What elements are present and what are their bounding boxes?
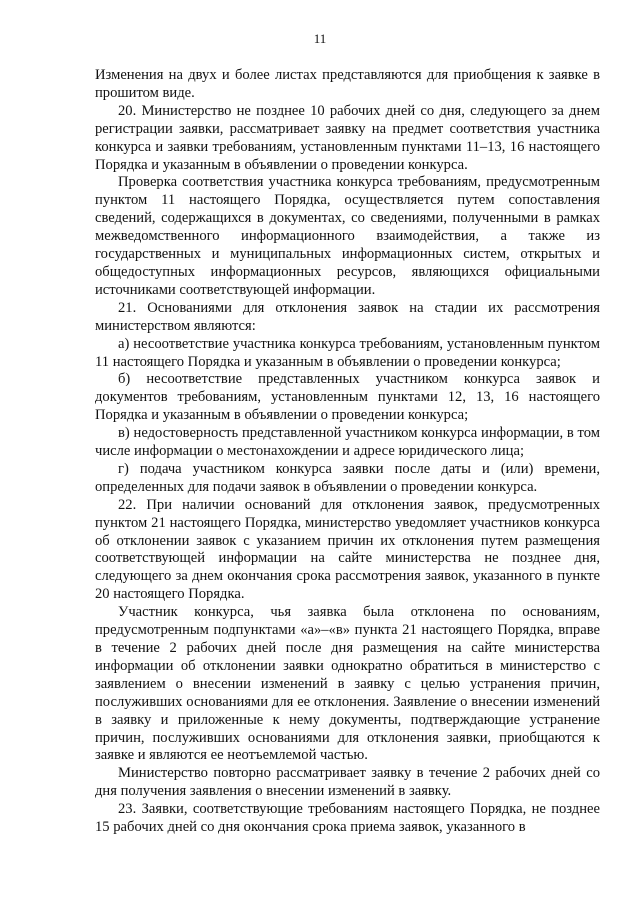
paragraph: 21. Основаниями для отклонения заявок на стадии их рассмотрения министерством являются:: [95, 299, 600, 334]
paragraph: Участник конкурса, чья заявка была отклонена по основаниям, предусмотренным подпунктами «а»–«в» пункта 21 настоящего Порядка, вправе в течение 2 рабочих дней после дня размещения на сайте министерства информации об отклонении заявки однократно обратиться в министерство с заявлением о внесении изменений в заявку с целью устранения причин, послуживших основаниями для ее отклонения. Заявление о внесении изменений в заявку и приложенные к нему документы, подтверждающие устранение причин, послуживших основаниями для отклонения заявки, приобщаются к заявке и являются ее неотъемлемой частью.: [95, 604, 600, 764]
paragraph: б) несоответствие представленных участником конкурса заявок и документов требованиям, установленным пунктами 12, 13, 16 настоящего Порядка и указанным в объявлении о проведении конкурса;: [95, 371, 600, 424]
paragraph: в) недостоверность представленной участником конкурса информации, в том числе информации о местонахождении и адресе юридического лица;: [95, 425, 600, 460]
paragraph: 22. При наличии оснований для отклонения заявок, предусмотренных пунктом 21 настоящего Порядка, министерство уведомляет участников конкурса об отклонении заявок с указанием причин их отклонения путем размещения соответствующей информации на сайте министерства не позднее дня, следующего за днем окончания срока рассмотрения заявок, указанного в пункте 20 настоящего Порядка.: [95, 496, 600, 603]
paragraph: а) несоответствие участника конкурса требованиям, установленным пунктом 11 настоящего Порядка и указанным в объявлении о проведении конкурса;: [95, 335, 600, 370]
paragraph: г) подача участником конкурса заявки после даты и (или) времени, определенных для подачи заявок в объявлении о проведении конкурса.: [95, 460, 600, 495]
page-number: 11: [313, 31, 327, 46]
paragraph: Министерство повторно рассматривает заявку в течение 2 рабочих дней со дня получения заявления о внесении изменений в заявку.: [95, 765, 600, 800]
paragraph: 20. Министерство не позднее 10 рабочих дней со дня, следующего за днем регистрации заявки, рассматривает заявку на предмет соответствия участника конкурса и заявки требованиям, установленным пунктами 11–13, 16 настоящего Порядка и указанным в объявлении о проведении конкурса.: [95, 102, 600, 173]
paragraph: 23. Заявки, соответствующие требованиям настоящего Порядка, не позднее 15 рабочих дней со дня окончания срока приема заявок, указанного в: [95, 801, 600, 836]
paragraph: Проверка соответствия участника конкурса требованиям, предусмотренным пунктом 11 настоящего Порядка, осуществляется путем сопоставления сведений, содержащихся в документах, со сведениями, полученными в рамках межведомственного информационного взаимодействия, а также из государственных и муниципальных информационных систем, открытых и общедоступных информационных ресурсов, являющихся официальными источниками соответствующей информации.: [95, 174, 600, 298]
document-body: [95, 67, 600, 837]
paragraph: Изменения на двух и более листах представляются для приобщения к заявке в прошитом виде.: [95, 67, 600, 101]
